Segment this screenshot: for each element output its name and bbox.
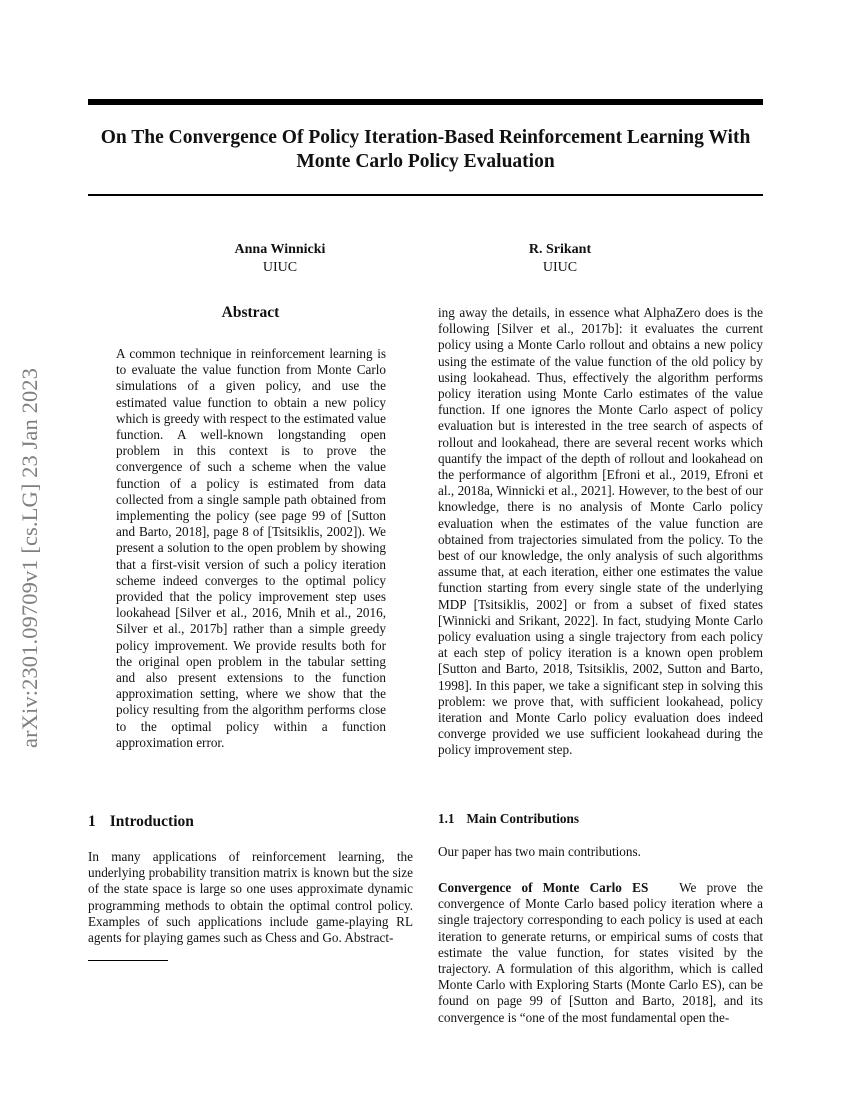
arxiv-stamp [17, 268, 57, 748]
contributions-intro-text: Our paper has two main contributions. [438, 844, 641, 859]
section-title: Introduction [109, 813, 194, 830]
title-bottom-rule [88, 194, 763, 196]
title-top-rule [88, 99, 763, 105]
footnote-rule [88, 960, 168, 961]
main-contributions-heading [438, 811, 579, 827]
author-block [200, 241, 360, 277]
author-affiliation: UIUC [542, 260, 578, 275]
author-affiliation: UIUC [262, 260, 298, 275]
arxiv-identifier: arXiv:2301.09709v1 [cs.LG] 23 Jan 2023 [17, 368, 42, 748]
convergence-paragraph [438, 880, 763, 1026]
introduction-continued-text: ing away the details, in essence what AlphaZero does is the following [Silver et al., 2017b]: it evaluates the current policy using a Monte Carlo rollout and obtains a new policy using the estimate of the value function of the old policy by using lookahead. Thus, effectively the algorithm performs policy iteration using Monte Carlo estimates of the value function. If one ignores the Monte Carlo aspect of policy evaluation but is interested in the tree search of aspects of rollout and lookahead, there are several recent works which quantify the impact of the depth of rollout and lookahead on the performance of algorithm [Efroni et al., 2019, Efroni et al., 2018a, Winnicki et al., 2021]. However, to the best of our knowledge, there is no analysis of Monte Carlo policy evaluation when the estimates of the value function are obtained from trajectories simulated from the policy. To the best of our knowledge, the only analysis of such algorithms assume that, at each iteration, either one estimates the value function starting from every single state of the underlying MDP [Tsitsiklis, 2002] or from a subset of fixed states [Winnicki and Srikant, 2022]. In fact, studying Monte Carlo policy evaluation using a single trajectory from each policy at each step of policy iteration is a known open problem [Sutton and Barto, 2018, Tsitsiklis, 2002, Sutton and Barto, 1998]. In this paper, we take a significant step in solving this problem: we prove that, with sufficient lookahead, policy iteration and Monte Carlo policy evaluation does indeed converge provided we use sufficient lookahead during the policy improvement step. [438, 305, 763, 758]
section-number: 1 [88, 813, 96, 830]
subsection-title: Main Contributions [466, 811, 579, 826]
convergence-runin-heading: Convergence of Monte Carlo ES [438, 880, 649, 895]
introduction-heading [88, 813, 194, 831]
convergence-text: We prove the convergence of Monte Carlo based policy iteration where a single trajectory corresponding to each policy is used at each iteration to generate returns, or empirical sums of costs that estimate the value function, for states visited by the trajectory. A formulation of this algorithm, which is called Monte Carlo with Exploring Starts (Monte Carlo ES), can be found on page 99 of [Sutton and Barto, 2018], and its convergence is “one of the most fundamental open the- [438, 880, 764, 1025]
paper-title: On The Convergence Of Policy Iteration-Based Reinforcement Learning With Monte Carlo Policy Evaluation [100, 127, 751, 172]
abstract-heading: Abstract [221, 304, 280, 321]
author-name: Anna Winnicki [234, 242, 326, 257]
author-block [480, 241, 640, 277]
subsection-number: 1.1 [438, 811, 455, 826]
author-name: R. Srikant [528, 242, 592, 257]
abstract-text: A common technique in reinforcement learning is to evaluate the value function from Monte Carlo simulations of a given policy, and use the estimated value function to obtain a new policy which is greedy with respect to the estimated value function. A well-known longstanding open problem in this context is to prove the convergence of such a scheme when the value function of a policy is estimated from data collected from a single sample path obtained from implementing the policy (see page 99 of [Sutton and Barto, 2018], page 8 of [Tsitsiklis, 2002]). We present a solution to the open problem by showing that a first-visit version of such a policy iteration scheme indeed converges to the optimal policy provided that the policy improvement step uses lookahead [Silver et al., 2016, Mnih et al., 2016, Silver et al., 2017b] rather than a simple greedy policy improvement. We provide results both for the original open problem in the tabular setting and also present extensions to the function approximation setting, where we show that the policy resulting from the algorithm performs close to the optimal policy within a function approximation error. [116, 346, 386, 750]
introduction-text: In many applications of reinforcement learning, the underlying probability transition matrix is known but the size of the state space is large so one uses approximate dynamic programming methods to obtain the optimal control policy. Examples of such applications include game-playing RL agents for playing games such as Chess and Go. Abstract- [88, 849, 413, 946]
